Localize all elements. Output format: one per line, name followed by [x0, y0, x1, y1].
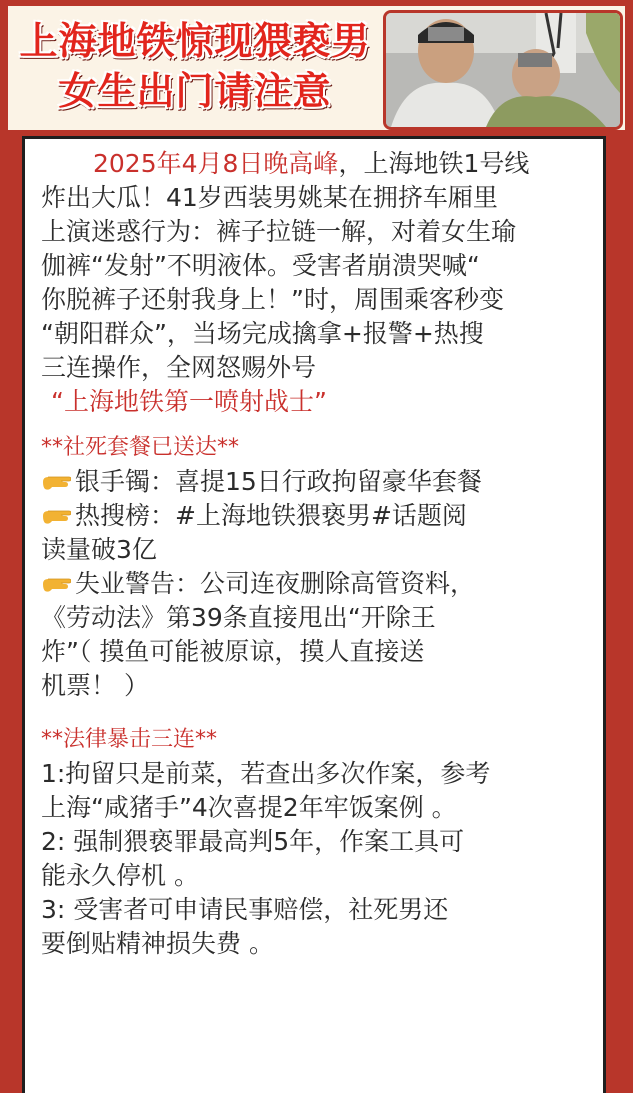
- list-item-trending: 热搜榜：#上海地铁猥亵男#话题阅: [41, 499, 597, 533]
- intro-date: 2025年4月8日晚高峰: [93, 149, 339, 178]
- article-content: [41, 147, 597, 961]
- section-heading-social-death: **社死套餐已送达**: [41, 435, 240, 460]
- intro-line-4: 伽裤“发射”不明液体。受害者崩溃哭喊“: [41, 251, 480, 280]
- list-item-job-loss-cont-1: 《劳动法》第39条直接甩出“开除王: [41, 603, 436, 632]
- article-card: [22, 136, 606, 1093]
- intro-nickname: “上海地铁第一喷射战士”: [51, 387, 327, 416]
- subway-photo: [383, 10, 623, 130]
- list-item-bracelet: 银手镯：喜提15日行政拘留豪华套餐: [41, 465, 597, 499]
- pointing-hand-icon: [41, 468, 71, 494]
- headline: [8, 16, 382, 116]
- legal-item-2: 2: 强制猥亵罪最高判5年，作案工具可: [41, 827, 465, 856]
- intro-line-1: 2025年4月8日晚高峰，上海地铁1号线: [93, 149, 530, 178]
- intro-line-2: 炸出大瓜！41岁西装男姚某在拥挤车厢里: [41, 183, 498, 212]
- list-item-job-loss-cont-2: 炸”（ 摸鱼可能被原谅，摸人直接送: [41, 637, 425, 666]
- subway-photo-illustration: [386, 13, 620, 127]
- list-item-job-loss-cont-3: 机票！ ）: [41, 671, 149, 700]
- pointing-hand-icon: [41, 502, 71, 528]
- header-banner: [8, 6, 625, 130]
- pointing-hand-icon: [41, 570, 71, 596]
- list-item-trending-cont: 读量破3亿: [41, 535, 157, 564]
- legal-item-1-cont: 上海“咸猪手”4次喜提2年牢饭案例 。: [41, 793, 457, 822]
- intro-line-3: 上演迷惑行为：裤子拉链一解，对着女生瑜: [41, 217, 517, 246]
- legal-item-3: 3: 受害者可申请民事赔偿，社死男还: [41, 895, 449, 924]
- headline-line-1: 上海地铁惊现猥亵男: [19, 19, 371, 63]
- headline-line-2: 女生出门请注意: [58, 69, 332, 113]
- section-heading-legal: **法律暴击三连**: [41, 727, 218, 752]
- legal-item-3-cont: 要倒贴精神损失费 。: [41, 929, 274, 958]
- intro-line-6: “朝阳群众”，当场完成擒拿+报警+热搜: [41, 319, 484, 348]
- list-item-job-loss: 失业警告：公司连夜删除高管资料，: [41, 567, 597, 601]
- legal-item-1: 1:拘留只是前菜，若查出多次作案，参考: [41, 759, 491, 788]
- legal-item-2-cont: 能永久停机 。: [41, 861, 199, 890]
- intro-line-5: 你脱裤子还射我身上！”时，周围乘客秒变: [41, 285, 504, 314]
- intro-line-7: 三连操作，全网怒赐外号: [41, 353, 317, 382]
